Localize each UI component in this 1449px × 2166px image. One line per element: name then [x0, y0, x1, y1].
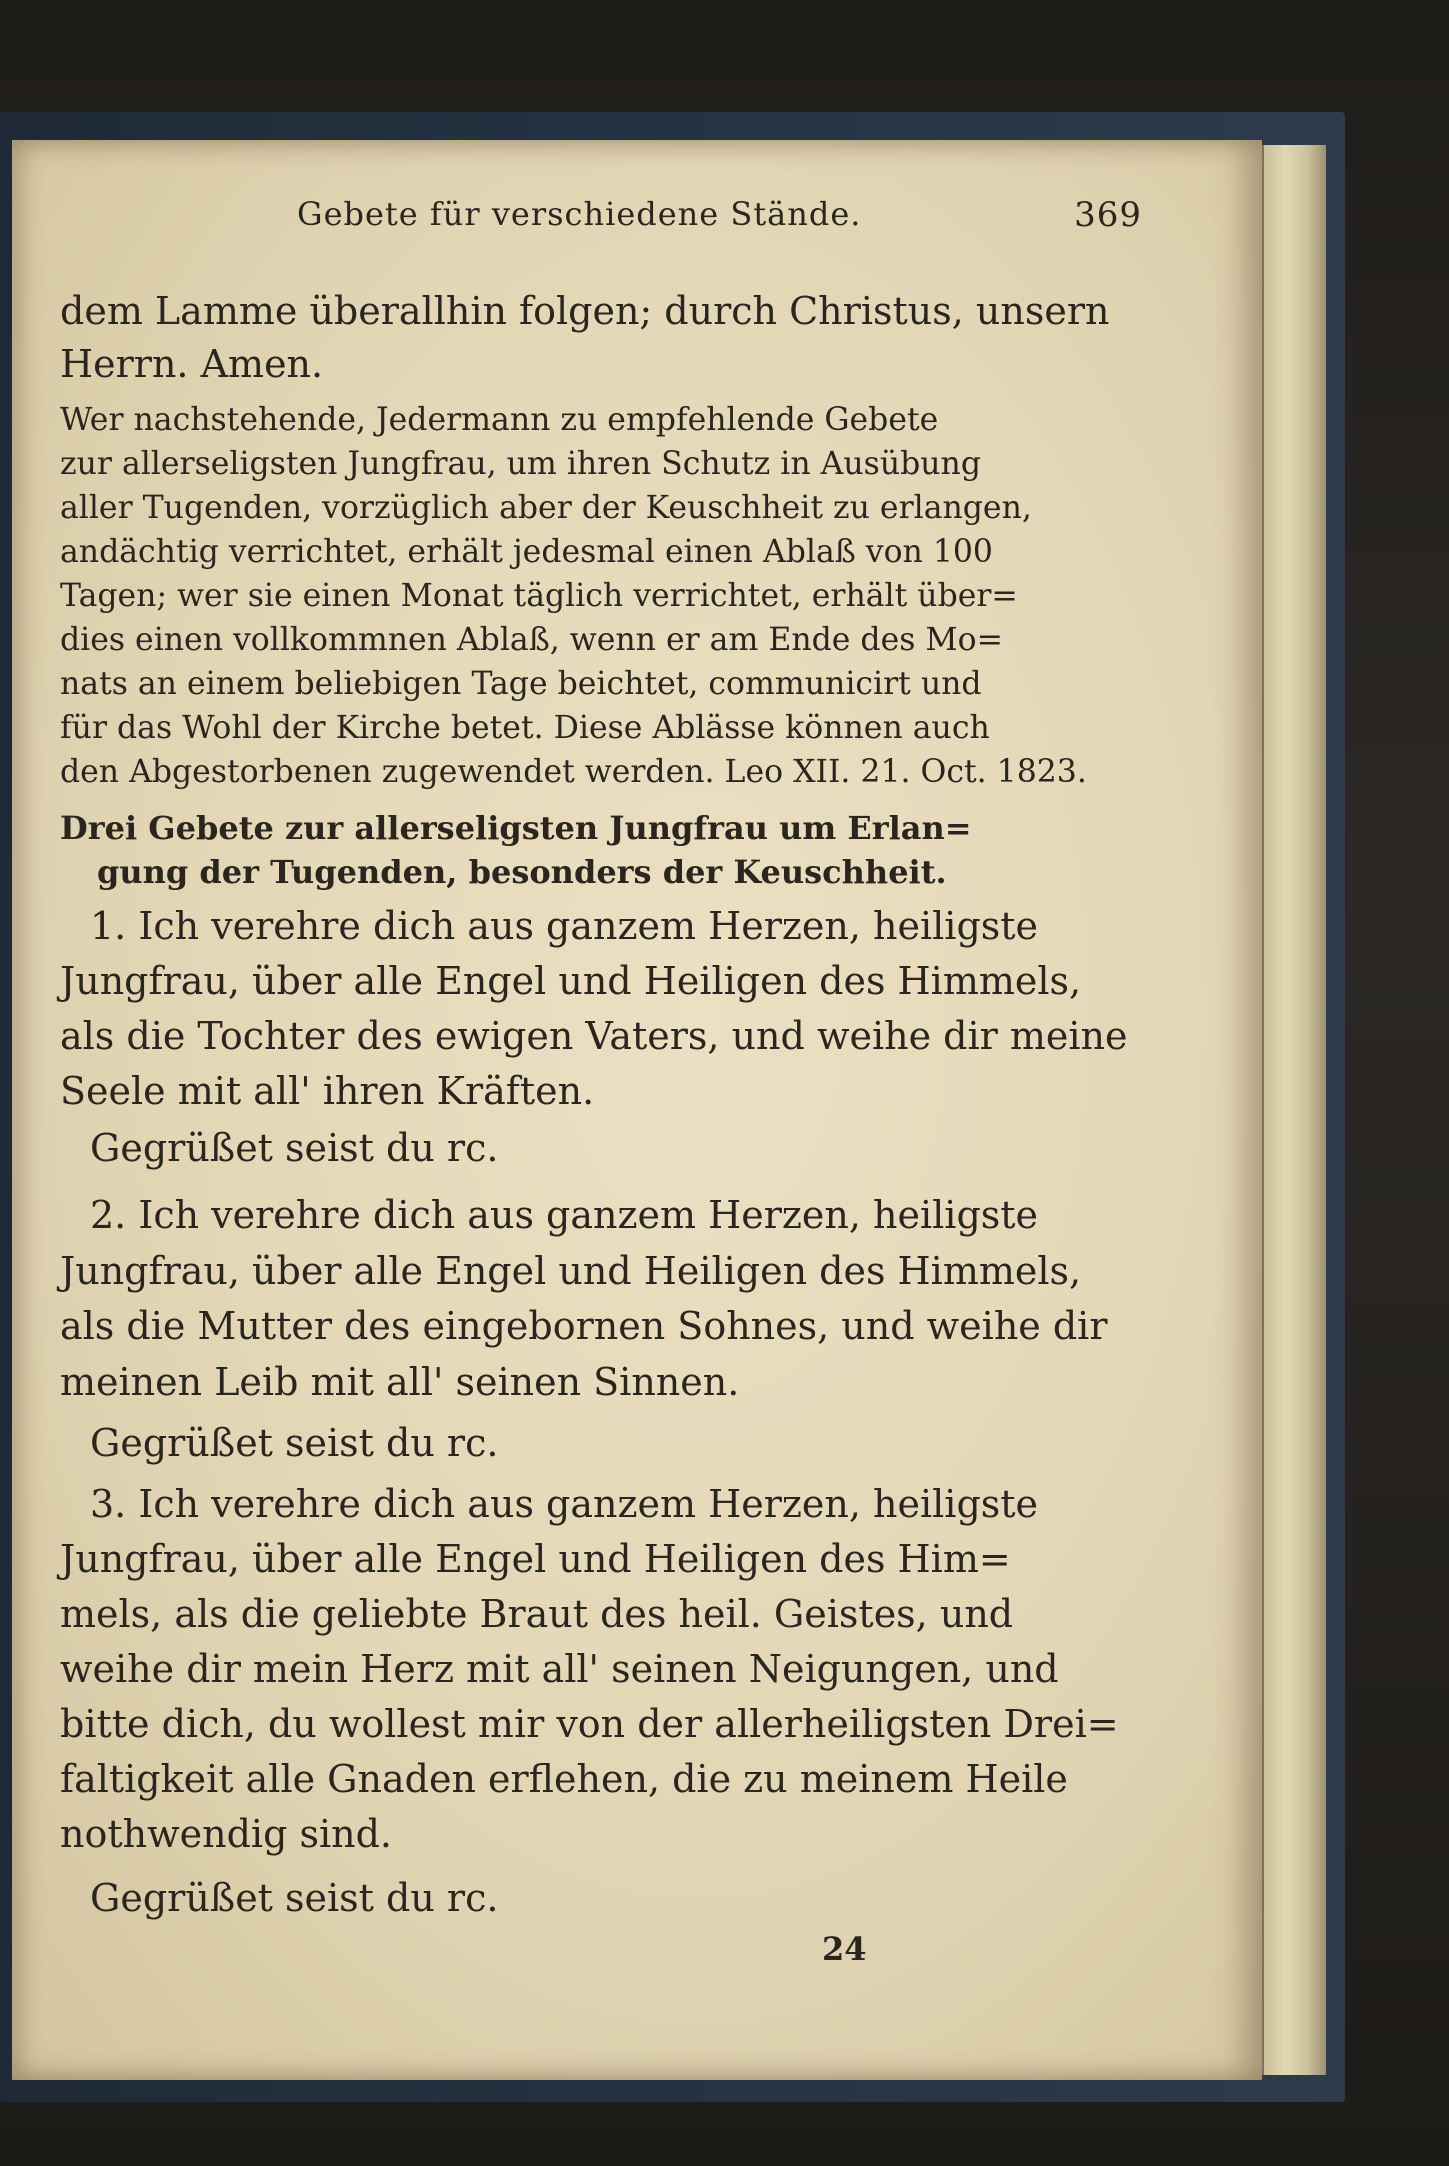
- text-line: als die Tochter des ewigen Vaters, und weihe dir meine: [60, 1014, 1128, 1058]
- book-page: [12, 140, 1262, 2080]
- section-heading: gung der Tugenden, besonders der Keuschheit.: [97, 853, 947, 891]
- page-stack-edge: [1262, 145, 1326, 2075]
- text-line: 2. Ich verehre dich aus ganzem Herzen, heiligste: [90, 1193, 1039, 1237]
- text-line: Jungfrau, über alle Engel und Heiligen des Him=: [60, 1537, 1011, 1581]
- page-number: 369: [1074, 195, 1142, 235]
- text-line: dem Lamme überallhin folgen; durch Christus, unsern: [60, 289, 1110, 333]
- text-line: 1. Ich verehre dich aus ganzem Herzen, heiligste: [90, 904, 1039, 948]
- text-line: dies einen vollkommnen Ablaß, wenn er am Ende des Mo=: [60, 622, 1004, 658]
- text-line: zur allerseligsten Jungfrau, um ihren Schutz in Ausübung: [60, 446, 982, 482]
- text-line: Tagen; wer sie einen Monat täglich verrichtet, erhält über=: [60, 578, 1018, 614]
- text-line: als die Mutter des eingebornen Sohnes, und weihe dir: [60, 1304, 1108, 1348]
- running-header: [297, 195, 1142, 255]
- text-line: Wer nachstehende, Jedermann zu empfehlende Gebete: [60, 402, 939, 438]
- section-heading: Drei Gebete zur allerseligsten Jungfrau um Erlan=: [60, 809, 972, 847]
- text-line: bitte dich, du wollest mir von der allerheiligsten Drei=: [60, 1702, 1119, 1746]
- text-line: mels, als die geliebte Braut des heil. Geistes, und: [60, 1592, 1014, 1636]
- text-line: Herrn. Amen.: [60, 342, 324, 386]
- text-line: 3. Ich verehre dich aus ganzem Herzen, heiligste: [90, 1482, 1039, 1526]
- text-line: für das Wohl der Kirche betet. Diese Ablässe können auch: [60, 710, 990, 746]
- text-line: Gegrüßet seist du rc.: [90, 1421, 499, 1465]
- text-line: meinen Leib mit all' seinen Sinnen.: [60, 1360, 740, 1404]
- signature-mark: 24: [822, 1930, 867, 1968]
- text-line: Seele mit all' ihren Kräften.: [60, 1069, 595, 1113]
- text-line: Jungfrau, über alle Engel und Heiligen des Himmels,: [60, 1249, 1082, 1293]
- text-line: faltigkeit alle Gnaden erflehen, die zu meinem Heile: [60, 1757, 1068, 1801]
- text-line: den Abgestorbenen zugewendet werden. Leo XII. 21. Oct. 1823.: [60, 754, 1087, 790]
- text-line: aller Tugenden, vorzüglich aber der Keuschheit zu erlangen,: [60, 490, 1032, 526]
- text-line: Gegrüßet seist du rc.: [90, 1126, 499, 1170]
- text-line: nothwendig sind.: [60, 1812, 392, 1856]
- text-line: Gegrüßet seist du rc.: [90, 1876, 499, 1920]
- text-line: weihe dir mein Herz mit all' seinen Neigungen, und: [60, 1647, 1059, 1691]
- running-title: Gebete für verschiedene Stände.: [297, 195, 862, 233]
- text-line: nats an einem beliebigen Tage beichtet, communicirt und: [60, 666, 982, 702]
- text-line: andächtig verrichtet, erhält jedesmal einen Ablaß von 100: [60, 534, 993, 570]
- text-line: Jungfrau, über alle Engel und Heiligen des Himmels,: [60, 959, 1082, 1003]
